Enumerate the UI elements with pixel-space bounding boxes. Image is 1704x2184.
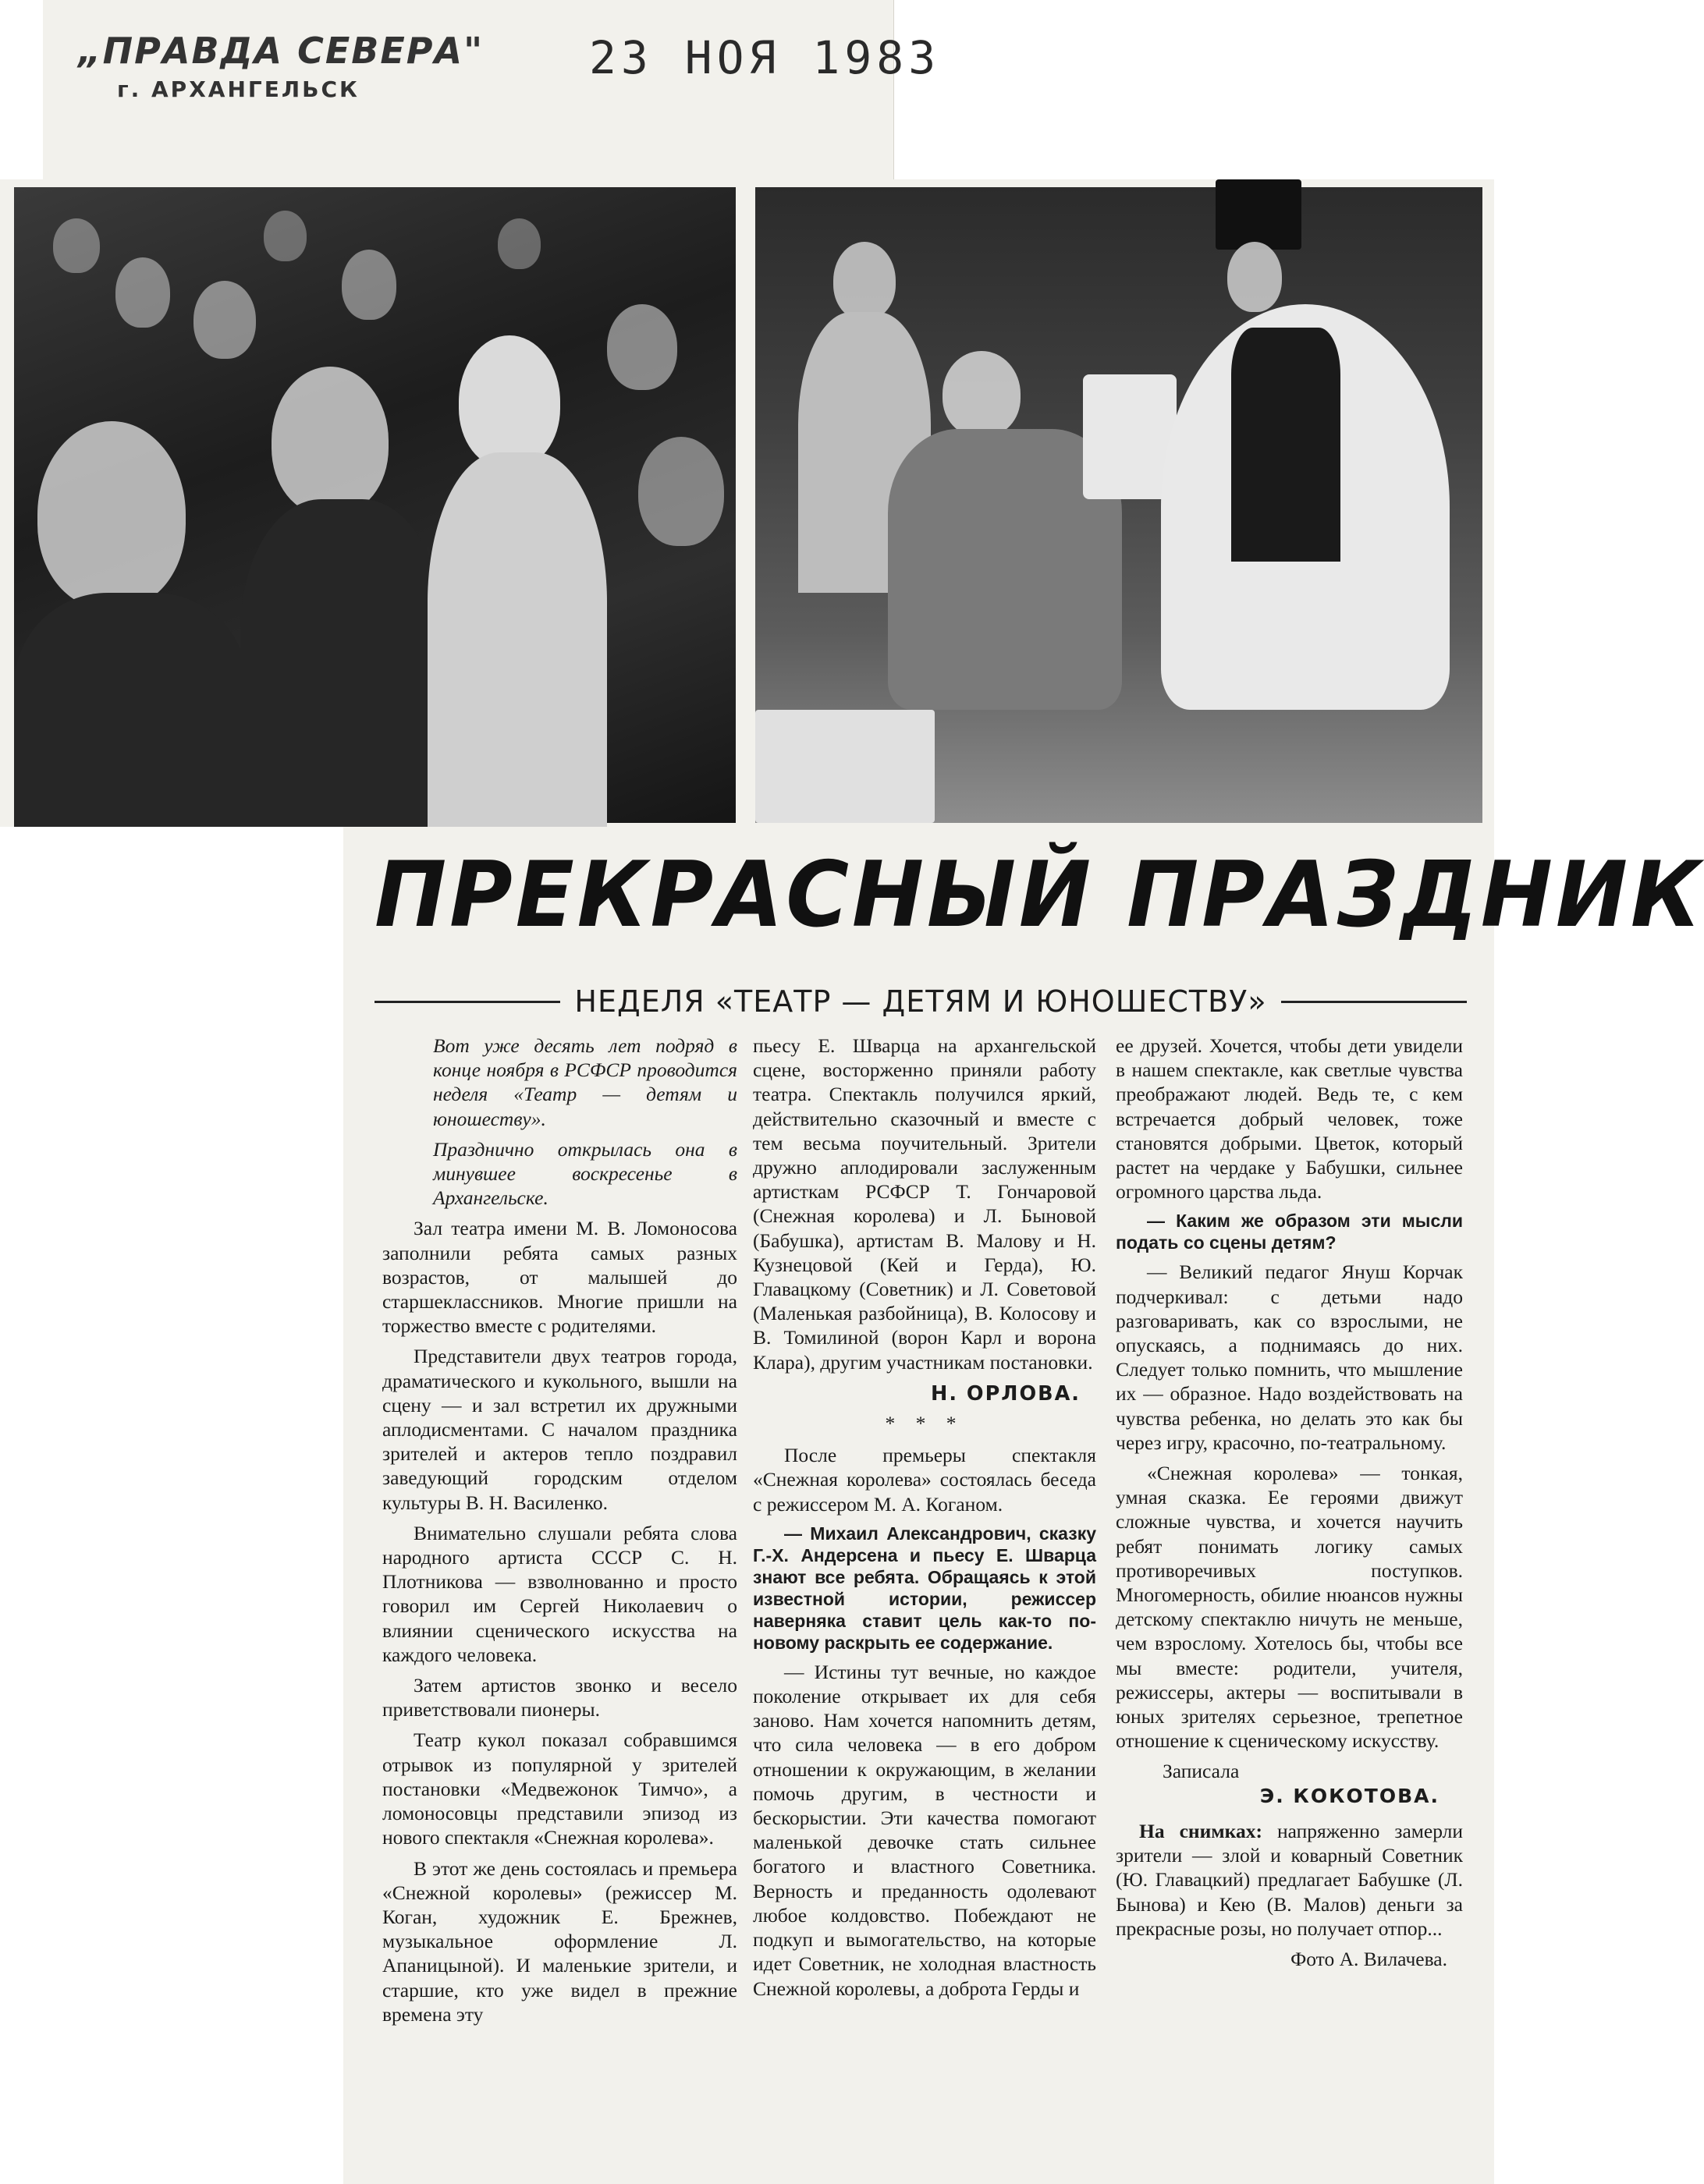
caption-text: напряженно замерли зрители — злой и коварный Советник (Ю. Главацкий) предлагает Бабушке (Л. Бынова) и Кею (В. Малов) деньги за прекрасные розы, но получает отпор... — [1116, 1819, 1463, 1940]
interview-intro: После премьеры спектакля «Снежная королева» состоялась беседа с режиссером М. А. Коганом. — [753, 1444, 1096, 1516]
newspaper-name-stamp: „ПРАВДА СЕВЕРА" — [78, 30, 485, 72]
audience-photo — [14, 187, 736, 823]
interview-answer-continued: ее друзей. Хочется, чтобы дети увидели в нашем спектакле, как светлые чувства преображают людей. Ведь те, с кем встречается добрый человек, тоже становятся добрыми. Цветок, который растет на чердаке у Бабушки, сильнее огромного царства льда. — [1116, 1034, 1463, 1204]
body-paragraph: Представители двух театров города, драматического и кукольного, вышли на сцену — и зал встретил их дружными аплодисментами. С началом праздника зрителей и актеров тепло поздравил заведующий городским отделом культуры В. Н. Василенко. — [382, 1345, 737, 1514]
body-paragraph: пьесу Е. Шварца на архангельской сцене, восторженно приняли работу театра. Спектакль получился яркий, действительно сказочный и вместе с тем весьма поучительный. Зрители дружно аплодировали заслуженным артисткам РСФСР Т. Гончаровой (Снежная королева) и Л. Быновой (Бабушка), артистам В. Малову и Н. Кузнецовой (Кей и Герда), Ю. Главацкому (Советник) и Л. Советовой (Маленькая разбойница), В. Колосову и В. Томилиной (ворон Карл и ворона Клара), другим участникам постановки. — [753, 1034, 1096, 1374]
column-1 — [382, 1034, 737, 2033]
subheadline-rule-right — [1281, 1001, 1467, 1003]
interview-answer-2: — Великий педагог Януш Корчак подчеркивал: с детьми надо разговаривать, как со взрослыми, не опускаясь, а поднимаясь до них. Следует только помнить, что мышление их — образное. Надо воздействовать на чувства ребенка, но делать это как бы через игру, красочно, по-театральному. — [1116, 1260, 1463, 1454]
body-paragraph: Внимательно слушали ребята слова народного артиста СССР С. Н. Плотникова — взволнованно и просто говорил им Сергей Николаевич о влиянии сценического искусства на каждого человека. — [382, 1521, 737, 1666]
recorded-by — [1116, 1759, 1463, 1783]
photo-caption — [1116, 1819, 1463, 1941]
interview-answer-3: «Снежная королева» — тонкая, умная сказка. Ее героями движут сложные чувства, и хочется научить ребят понимать логику самых противоречивых поступков. Многомерность, обилие нюансов нужны детскому спектаклю ничуть не меньше, чем взрослому. Хотелось бы, чтобы все мы вместе: родители, учителя, режиссеры, актеры — воспитывали в юных зрителях серьезное, трепетное отношение к сценическому искусству. — [1116, 1462, 1463, 1753]
body-paragraph: Затем артистов звонко и весело приветствовали пионеры. — [382, 1674, 737, 1721]
caption-label: На снимках: — [1139, 1819, 1262, 1842]
lead-paragraph — [382, 1034, 737, 1210]
date-stamp: 23 НОЯ 1983 — [589, 31, 941, 84]
interview-question-1: — Михаил Александрович, сказку Г.-Х. Андерсена и пьесу Е. Шварца знают все ребята. Обращаясь к этой известной истории, режиссер наверняка ставит цель как-то по-новому раскрыть ее содержание. — [753, 1523, 1096, 1653]
section-separator: * * * — [885, 1412, 964, 1435]
headline: ПРЕКРАСНЫЙ ПРАЗДНИК — [375, 842, 1704, 948]
photo-credit: Фото А. Вилачева. — [1290, 1947, 1447, 1970]
interview-question-2: — Каким же образом эти мысли подать со сцены детям? — [1116, 1211, 1463, 1253]
subheadline-text: НЕДЕЛЯ «ТЕАТР — ДЕТЯМ И ЮНОШЕСТВУ» — [574, 984, 1267, 1019]
column-3 — [1116, 1034, 1463, 1971]
lead-sentence-2: Празднично открылась она в минувшее воскресенье в Архангельске. — [433, 1137, 737, 1210]
body-paragraph: Зал театра имени М. В. Ломоносова заполнили ребята самых разных возрастов, от малышей до старшеклассников. Многие пришли на торжество вместе с родителями. — [382, 1217, 737, 1338]
lead-sentence-1: Вот уже десять лет подряд в конце ноября в РСФСР проводится неделя «Театр — детям и юношеству». — [433, 1034, 737, 1130]
subheadline — [375, 984, 1467, 1019]
body-paragraph: В этот же день состоялась и премьера «Снежной королевы» (режиссер М. Коган, художник Е. Брежнев, музыкальное оформление Л. Апаницыной). И маленькие зрители, и старшие, кто уже видел в прежние времена эту — [382, 1856, 737, 2026]
subheadline-rule-left — [375, 1001, 560, 1003]
author-signature-1: Н. ОРЛОВА. — [931, 1381, 1081, 1406]
body-paragraph: Театр кукол показал собравшимся отрывок из популярной у зрителей постановки «Медвежонок Тимчо», а ломоносовцы представили эпизод из нового спектакля «Снежная королева». — [382, 1728, 737, 1849]
column-2 — [753, 1034, 1096, 2007]
interview-answer: — Истины тут вечные, но каждое поколение открывает их для себя заново. Нам хочется напомнить детям, что сила человека — в его добром отношении к окружающим, в желании помочь другим, в честности и бескорыстии. Эти качества помогают маленькой девочке стать сильнее богатого и властного Советника. Верность и преданность одолевают любое колдовство. Побеждают не подкуп и вымогательство, на которые идет Советник, не холодная властность Снежной королевы, а доброта Герды и — [753, 1660, 1096, 2000]
stage-photo — [755, 187, 1482, 823]
newspaper-city-stamp: г. АРХАНГЕЛЬСК — [117, 76, 360, 102]
author-signature-2: Э. КОКОТОВА. — [1259, 1784, 1440, 1807]
recorded-label: Записала — [1163, 1760, 1240, 1783]
